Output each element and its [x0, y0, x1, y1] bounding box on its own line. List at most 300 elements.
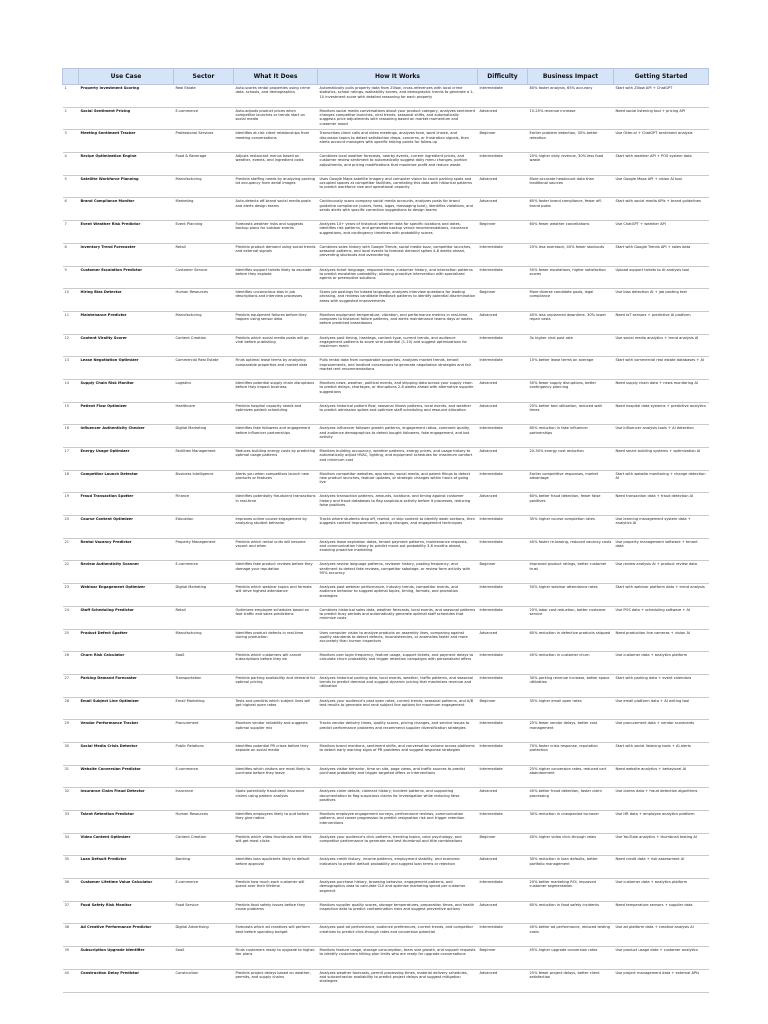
business-impact-cell: Earlier problem detection, 30% better retention	[528, 130, 614, 153]
business-impact-cell: 50% higher webinar attendance rates	[528, 584, 614, 607]
business-impact-cell: More accurate headcount data than traditional sources	[528, 175, 614, 198]
how-it-works-cell: Analyzes purchase history, browsing behavior, engagement patterns, and demographics data to calculate CLV and optimize marketing spend per customer segment	[318, 879, 478, 902]
table-row	[63, 448, 709, 471]
difficulty-cell: Intermediate	[478, 243, 528, 266]
difficulty-cell: Beginner	[478, 947, 528, 970]
getting-started-cell: Use bias detection AI + job posting text	[614, 289, 709, 312]
sector-cell: Content Creation	[174, 833, 234, 856]
sector-cell: Digital Marketing	[174, 425, 234, 448]
getting-started-cell: Need temperature sensors + supplier data	[614, 901, 709, 924]
header-number	[63, 69, 79, 85]
difficulty-cell: Advanced	[478, 175, 528, 198]
getting-started-cell: Use influencer analysis tools + AI detection	[614, 425, 709, 448]
how-it-works-cell: Analyzes lease expiration dates, tenant payment patterns, maintenance requests, and communication history to predict move-out probability 3-6 months ahead, enabling proactive marketing	[318, 538, 478, 561]
how-it-works-cell: Monitors feature usage, storage consumption, team size growth, and support requests to identify customers hitting plan limits who are ready for upgrade conversations	[318, 947, 478, 970]
getting-started-cell: Use learning management system data + analytics AI	[614, 516, 709, 539]
table-header-row	[63, 69, 709, 85]
use-case-cell: Satellite Workforce Planning	[79, 175, 174, 198]
header-how-it-works: How It Works	[318, 69, 478, 85]
how-it-works-cell: Combines sales history with Google Trends, social media buzz, competitor launches, seasonal patterns, and local events to forecast demand spikes 4-8 weeks ahead, preventing stockouts and overordering	[318, 243, 478, 266]
use-case-cell: Brand Compliance Monitor	[79, 198, 174, 221]
use-case-cell: Churn Risk Calculator	[79, 652, 174, 675]
row-number: 28	[63, 697, 79, 720]
what-it-does-cell: Auto-scores rental properties using crime data, schools, and demographics	[234, 85, 318, 108]
sector-cell: Logistics	[174, 379, 234, 402]
business-impact-cell: 15% better lease terms on average	[528, 357, 614, 380]
difficulty-cell: Intermediate	[478, 85, 528, 108]
how-it-works-cell: Monitors user login frequency, feature usage, support tickets, and payment delays to calculate churn probability and trigger retention campaigns with personalized offers	[318, 652, 478, 675]
what-it-does-cell: Auto-adjusts product prices when competitor launches or trends start on social media	[234, 107, 318, 130]
sector-cell: Digital Marketing	[174, 584, 234, 607]
business-impact-cell: 30% reduction in loan defaults, better portfolio management	[528, 856, 614, 879]
sector-cell: Human Resources	[174, 811, 234, 834]
difficulty-cell: Beginner	[478, 833, 528, 856]
what-it-does-cell: Identifies potentially fraudulent transactions in real-time	[234, 493, 318, 516]
sector-cell: E-commerce	[174, 561, 234, 584]
table-row	[63, 289, 709, 312]
sector-cell: Healthcare	[174, 402, 234, 425]
what-it-does-cell: Improves online course engagement by analyzing student behavior	[234, 516, 318, 539]
what-it-does-cell: Predicts parking availability and demand for optimal pricing	[234, 674, 318, 697]
getting-started-cell: Start with website monitoring + change detection AI	[614, 470, 709, 493]
use-case-cell: Review Authenticity Scanner	[79, 561, 174, 584]
sector-cell: Commercial Real Estate	[174, 357, 234, 380]
use-case-cell: Social Sentiment Pricing	[79, 107, 174, 130]
getting-started-cell: Use Google Maps API + vision AI tool	[614, 175, 709, 198]
row-number: 19	[63, 493, 79, 516]
table-row	[63, 107, 709, 130]
difficulty-cell: Advanced	[478, 311, 528, 334]
how-it-works-cell: Uses Google Maps satellite imagery and computer vision to count parking spots and occupied spaces at competitor facilities, correlating this data with historical patterns to predict workforce size and operational capacity	[318, 175, 478, 198]
table-row	[63, 606, 709, 629]
table-row	[63, 924, 709, 947]
use-case-cell: Social Media Crisis Detector	[79, 742, 174, 765]
difficulty-cell: Intermediate	[478, 584, 528, 607]
business-impact-cell: 40% better ad performance, reduced testing costs	[528, 924, 614, 947]
what-it-does-cell: Reduces building energy costs by predicting optimal usage patterns	[234, 448, 318, 471]
use-case-cell: Event Weather Risk Predictor	[79, 221, 174, 244]
what-it-does-cell: Identifies at-risk client relationships from meeting conversations	[234, 130, 318, 153]
row-number: 7	[63, 221, 79, 244]
table-row	[63, 969, 709, 992]
getting-started-cell: Need hospital data systems + predictive analytics	[614, 402, 709, 425]
row-number: 16	[63, 425, 79, 448]
business-impact-cell: Improved product ratings, better customer trust	[528, 561, 614, 584]
how-it-works-cell: Monitors employee engagement surveys, performance reviews, communication patterns, and career progression to predict resignation risk and trigger retention interventions	[318, 811, 478, 834]
difficulty-cell: Intermediate	[478, 742, 528, 765]
header-business-impact: Business Impact	[528, 69, 614, 85]
use-case-cell: Vendor Performance Tracker	[79, 720, 174, 743]
row-number: 4	[63, 153, 79, 176]
use-case-cell: Energy Usage Optimizer	[79, 448, 174, 471]
sector-cell: Marketing	[174, 198, 234, 221]
use-case-cell: Ad Creative Performance Predictor	[79, 924, 174, 947]
what-it-does-cell: Alerts you when competitors launch new products or features	[234, 470, 318, 493]
business-impact-cell: 30% reduction in unexpected turnover	[528, 811, 614, 834]
what-it-does-cell: Predicts how much each customer will spend over their lifetime	[234, 879, 318, 902]
sector-cell: Banking	[174, 856, 234, 879]
table-row	[63, 788, 709, 811]
getting-started-cell: Use procurement data + vendor scorecards	[614, 720, 709, 743]
table-row	[63, 584, 709, 607]
how-it-works-cell: Analyzes your audience's past open rates, current trends, seasonal patterns, and A/B test results to generate and rank subject line options for maximum engagement	[318, 697, 478, 720]
what-it-does-cell: Predicts which rental units will become vacant and when	[234, 538, 318, 561]
getting-started-cell: Need social listening tool + pricing API	[614, 107, 709, 130]
how-it-works-cell: Analyzes claim details, claimant history, incident patterns, and supporting documentation to flag suspicious claims for investigation while reducing false positives	[318, 788, 478, 811]
table-row	[63, 538, 709, 561]
business-impact-cell: 40% less unplanned downtime, 30% lower repair costs	[528, 311, 614, 334]
use-case-cell: Fraud Transaction Spotter	[79, 493, 174, 516]
row-number: 12	[63, 334, 79, 357]
sector-cell: Procurement	[174, 720, 234, 743]
how-it-works-cell: Analyzes influencer follower growth patterns, engagement ratios, comment quality, and audience demographics to detect bought followers, fake engagement, and bot activity	[318, 425, 478, 448]
use-case-cell: Customer Lifetime Value Calculator	[79, 879, 174, 902]
what-it-does-cell: Adjusts restaurant menus based on weather, events, and ingredient costs	[234, 153, 318, 176]
table-row	[63, 357, 709, 380]
sector-cell: Email Marketing	[174, 697, 234, 720]
getting-started-cell: Use YouTube analytics + thumbnail testing AI	[614, 833, 709, 856]
use-case-cell: Hiring Bias Detector	[79, 289, 174, 312]
difficulty-cell: Intermediate	[478, 470, 528, 493]
what-it-does-cell: Finds optimal lease terms by analyzing comparable properties and market data	[234, 357, 318, 380]
business-impact-cell: 25% higher conversion rates, reduced cart abandonment	[528, 765, 614, 788]
use-case-cell: Patient Flow Optimizer	[79, 402, 174, 425]
what-it-does-cell: Predicts project delays based on weather, permits, and supply chains	[234, 969, 318, 992]
business-impact-cell: 25% less overstock, 40% fewer stockouts	[528, 243, 614, 266]
row-number: 37	[63, 901, 79, 924]
sector-cell: Digital Advertising	[174, 924, 234, 947]
what-it-does-cell: Forecasts which ad creatives will perform best before spending budget	[234, 924, 318, 947]
business-impact-cell: 3x higher viral post rate	[528, 334, 614, 357]
difficulty-cell: Beginner	[478, 221, 528, 244]
use-case-cell: Email Subject Line Optimizer	[79, 697, 174, 720]
table-row	[63, 652, 709, 675]
row-number: 15	[63, 402, 79, 425]
difficulty-cell: Advanced	[478, 901, 528, 924]
what-it-does-cell: Predicts which customers will cancel subscriptions before they do	[234, 652, 318, 675]
table-row	[63, 85, 709, 108]
business-impact-cell: 80% reduction in fake influencer partnerships	[528, 425, 614, 448]
difficulty-cell: Advanced	[478, 198, 528, 221]
getting-started-cell: Use ad platform data + creative analysis AI	[614, 924, 709, 947]
difficulty-cell: Intermediate	[478, 425, 528, 448]
business-impact-cell: 40% reduction in customer churn	[528, 652, 614, 675]
getting-started-cell: Use project management data + external APIs	[614, 969, 709, 992]
table-row	[63, 947, 709, 970]
difficulty-cell: Advanced	[478, 402, 528, 425]
getting-started-cell: Use Otter.ai + ChatGPT sentiment analysis	[614, 130, 709, 153]
difficulty-cell: Beginner	[478, 561, 528, 584]
table-row	[63, 130, 709, 153]
how-it-works-cell: Monitors news, weather, political events, and shipping data across your supply chain to predict delays, shortages, or disruptions 2-6 weeks ahead with alternative supplier suggestions	[318, 379, 478, 402]
business-impact-cell: 25% fewer vendor delays, better cost management	[528, 720, 614, 743]
sector-cell: Retail	[174, 606, 234, 629]
difficulty-cell: Advanced	[478, 856, 528, 879]
sector-cell: Finance	[174, 493, 234, 516]
header-use-case: Use Case	[79, 69, 174, 85]
getting-started-cell: Use customer data + analytics platform	[614, 652, 709, 675]
table-row	[63, 901, 709, 924]
row-number: 10	[63, 289, 79, 312]
how-it-works-cell: Analyzes post timing, hashtags, content type, current trends, and audience engagement patterns to score viral potential (1-10) and suggest optimizations for maximum reach	[318, 334, 478, 357]
what-it-does-cell: Identifies loan applicants likely to default before approval	[234, 856, 318, 879]
business-impact-cell: 60% reduction in food safety incidents	[528, 901, 614, 924]
getting-started-cell: Use claims data + fraud detection algorithms	[614, 788, 709, 811]
getting-started-cell: Start with parking data + event calendars	[614, 674, 709, 697]
business-impact-cell: 50% fewer escalations, higher satisfaction scores	[528, 266, 614, 289]
getting-started-cell: Need production line cameras + vision AI	[614, 629, 709, 652]
sector-cell: Property Management	[174, 538, 234, 561]
business-impact-cell: 15-25% revenue increase	[528, 107, 614, 130]
how-it-works-cell: Scans job postings for biased language, analyzes interview questions for leading phrasing, and reviews candidate feedback patterns to identify potential discrimination areas with suggested improvements	[318, 289, 478, 312]
getting-started-cell: Start with webinar platform data + trend analysis	[614, 584, 709, 607]
business-impact-cell: 40% faster re-leasing, reduced vacancy costs	[528, 538, 614, 561]
business-impact-cell: 20% labor cost reduction, better customer service	[528, 606, 614, 629]
table-row	[63, 175, 709, 198]
difficulty-cell: Intermediate	[478, 266, 528, 289]
difficulty-cell: Advanced	[478, 448, 528, 471]
sector-cell: Business Intelligence	[174, 470, 234, 493]
how-it-works-cell: Monitors brand mentions, sentiment shifts, and conversation volume across platforms to detect early warning signs of PR problems and suggest response strategies	[318, 742, 478, 765]
getting-started-cell: Use product usage data + customer analytics	[614, 947, 709, 970]
row-number: 20	[63, 516, 79, 539]
table-row	[63, 311, 709, 334]
what-it-does-cell: Spots potentially fraudulent insurance claims using pattern analysis	[234, 788, 318, 811]
business-impact-cell: 20% higher daily revenue, 30% less food waste	[528, 153, 614, 176]
difficulty-cell: Beginner	[478, 289, 528, 312]
row-number: 29	[63, 720, 79, 743]
getting-started-cell: Use customer data + analytics platform	[614, 879, 709, 902]
difficulty-cell: Intermediate	[478, 674, 528, 697]
what-it-does-cell: Predicts food safety issues before they cause problems	[234, 901, 318, 924]
business-impact-cell: 45% higher upgrade conversion rates	[528, 947, 614, 970]
how-it-works-cell: Monitors building occupancy, weather patterns, energy prices, and usage history to automatically adjust HVAC, lighting, and equipment schedules for maximum comfort and minimum cost	[318, 448, 478, 471]
header-getting-started: Getting Started	[614, 69, 709, 85]
use-case-cell: Content Virality Scorer	[79, 334, 174, 357]
difficulty-cell: Intermediate	[478, 879, 528, 902]
table-row	[63, 720, 709, 743]
row-number: 32	[63, 788, 79, 811]
getting-started-cell: Need IoT sensors + predictive AI platform	[614, 311, 709, 334]
row-number: 25	[63, 629, 79, 652]
use-case-cell: Food Safety Risk Monitor	[79, 901, 174, 924]
what-it-does-cell: Identifies unconscious bias in job descriptions and interview processes	[234, 289, 318, 312]
row-number: 18	[63, 470, 79, 493]
row-number: 3	[63, 130, 79, 153]
how-it-works-cell: Analyzes visitor behavior, time on site, page views, and traffic sources to predict purchase probability and trigger targeted offers or interventions	[318, 765, 478, 788]
use-case-cell: Recipe Optimization Engine	[79, 153, 174, 176]
difficulty-cell: Intermediate	[478, 606, 528, 629]
sector-cell: Public Relations	[174, 742, 234, 765]
header-difficulty: Difficulty	[478, 69, 528, 85]
sector-cell: Education	[174, 516, 234, 539]
sector-cell: Manufacturing	[174, 629, 234, 652]
what-it-does-cell: Predicts equipment failures before they happen using sensor data	[234, 311, 318, 334]
difficulty-cell: Advanced	[478, 788, 528, 811]
getting-started-cell: Start with social media APIs + brand guidelines	[614, 198, 709, 221]
getting-started-cell: Start with commercial real estate databases + AI	[614, 357, 709, 380]
table-row	[63, 856, 709, 879]
use-case-cell: Parking Demand Forecaster	[79, 674, 174, 697]
row-number: 22	[63, 561, 79, 584]
sector-cell: E-commerce	[174, 879, 234, 902]
table-row	[63, 516, 709, 539]
row-number: 34	[63, 833, 79, 856]
sector-cell: Event Planning	[174, 221, 234, 244]
how-it-works-cell: Analyzes review language patterns, reviewer history, posting frequency, and sentiment to detect fake reviews, competitor sabotage, or review farm activity with 95% accuracy	[318, 561, 478, 584]
sector-cell: Food & Beverage	[174, 153, 234, 176]
what-it-does-cell: Tests and predicts which subject lines will get highest open rates	[234, 697, 318, 720]
table-row	[63, 879, 709, 902]
sector-cell: Facilities Management	[174, 448, 234, 471]
row-number: 17	[63, 448, 79, 471]
difficulty-cell: Intermediate	[478, 334, 528, 357]
difficulty-cell: Intermediate	[478, 538, 528, 561]
getting-started-cell: Start with Zillow API + ChatGPT	[614, 85, 709, 108]
use-case-cell: Property Investment Scoring	[79, 85, 174, 108]
getting-started-cell: Need supply chain data + news monitoring AI	[614, 379, 709, 402]
table-row	[63, 742, 709, 765]
business-impact-cell: 50% fewer supply disruptions, better contingency planning	[528, 379, 614, 402]
use-case-cell: Course Content Optimizer	[79, 516, 174, 539]
what-it-does-cell: Identifies which visitors are most likely to purchase before they leave	[234, 765, 318, 788]
difficulty-cell: Intermediate	[478, 652, 528, 675]
use-case-cell: Supply Chain Risk Monitor	[79, 379, 174, 402]
what-it-does-cell: Identifies fake followers and engagement before influencer partnerships	[234, 425, 318, 448]
table-row	[63, 243, 709, 266]
getting-started-cell: Need website analytics + behavioral AI	[614, 765, 709, 788]
business-impact-cell: 20-30% energy cost reduction	[528, 448, 614, 471]
row-number: 1	[63, 85, 79, 108]
getting-started-cell: Need smart building systems + optimization AI	[614, 448, 709, 471]
sector-cell: Customer Service	[174, 266, 234, 289]
difficulty-cell: Intermediate	[478, 811, 528, 834]
getting-started-cell: Use POS data + scheduling software + AI	[614, 606, 709, 629]
business-impact-cell: More diverse candidate pools, legal compliance	[528, 289, 614, 312]
sector-cell: Transportation	[174, 674, 234, 697]
row-number: 30	[63, 742, 79, 765]
how-it-works-cell: Monitors competitor websites, app stores, social media, and patent filings to detect new product launches, feature updates, or strategic changes within hours of going live	[318, 470, 478, 493]
table-row	[63, 674, 709, 697]
how-it-works-cell: Analyzes historical patient flow, seasonal illness patterns, local events, and weather to predict admission spikes and optimize staff scheduling and resource allocation	[318, 402, 478, 425]
use-case-cell: Webinar Engagement Optimizer	[79, 584, 174, 607]
sector-cell: Insurance	[174, 788, 234, 811]
how-it-works-cell: Automatically pulls property data from Zillow, cross-references with local crime statistics, school ratings, walkability scores, and demographic trends to generate a 1-10 investment score with detailed reasoning for each property	[318, 85, 478, 108]
what-it-does-cell: Identifies product defects in real-time during production	[234, 629, 318, 652]
table-row	[63, 379, 709, 402]
what-it-does-cell: Auto-detects off-brand social media posts and alerts design teams	[234, 198, 318, 221]
row-number: 27	[63, 674, 79, 697]
table-row	[63, 470, 709, 493]
how-it-works-cell: Analyzes past webinar performance, industry trends, competitor events, and audience behavior to suggest optimal topics, timing, formats, and promotion strategies	[318, 584, 478, 607]
row-number: 38	[63, 924, 79, 947]
how-it-works-cell: Analyzes past ad performance, audience preferences, current trends, and competitor creatives to predict click-through rates and conversion potential	[318, 924, 478, 947]
how-it-works-cell: Analyzes transaction patterns, amounts, locations, and timing against customer history and fraud databases to flag suspicious activity before it processes, reducing false positives	[318, 493, 478, 516]
sector-cell: Manufacturing	[174, 311, 234, 334]
sector-cell: Retail	[174, 243, 234, 266]
how-it-works-cell: Transcribes client calls and video meetings, analyzes tone, word choice, and discussion topics to detect satisfaction drops, concerns, or frustration signals, then alerts account managers with specific talking points for follow-up	[318, 130, 478, 153]
table-row	[63, 153, 709, 176]
sector-cell: E-commerce	[174, 765, 234, 788]
how-it-works-cell: Pulls rental data from comparable properties, analyzes market trends, tenant improvements, and landlord concessions to generate negotiation strategies and fair market rent recommendations	[318, 357, 478, 380]
use-case-cell: Construction Delay Predictor	[79, 969, 174, 992]
business-impact-cell: 20% better marketing ROI, improved customer segmentation	[528, 879, 614, 902]
what-it-does-cell: Identifies fake product reviews before they damage your reputation	[234, 561, 318, 584]
sector-cell: Content Creation	[174, 334, 234, 357]
use-case-cell: Website Conversion Predictor	[79, 765, 174, 788]
business-impact-cell: 25% fewer project delays, better client satisfaction	[528, 969, 614, 992]
how-it-works-cell: Analyzes 10+ years of historical weather data for specific locations and dates, identifies risk patterns, and generates backup venue recommendations, insurance suggestions, and contingency timelines with probability scores	[318, 221, 478, 244]
how-it-works-cell: Tracks vendor delivery times, quality scores, pricing changes, and service issues to predict performance problems and recommend supplier diversification strategies	[318, 720, 478, 743]
how-it-works-cell: Analyzes credit history, income patterns, employment stability, and economic indicators to predict default probability and suggest loan terms or rejection	[318, 856, 478, 879]
sector-cell: Human Resources	[174, 289, 234, 312]
business-impact-cell: 60% fewer weather cancellations	[528, 221, 614, 244]
row-number: 39	[63, 947, 79, 970]
what-it-does-cell: Finds customers ready to upgrade to higher-tier plans	[234, 947, 318, 970]
row-number: 8	[63, 243, 79, 266]
table-row	[63, 425, 709, 448]
what-it-does-cell: Forecasts weather risks and suggests backup plans for outdoor events	[234, 221, 318, 244]
row-number: 13	[63, 357, 79, 380]
how-it-works-cell: Combines local weather forecasts, nearby events, current ingredient prices, and customer review sentiment to automatically suggest daily menu changes, portion adjustments, and pricing modifications that maximize profit and reduce waste	[318, 153, 478, 176]
how-it-works-cell: Tracks where students drop off, rewind, or skip content to identify weak sections, then suggests content improvements, pacing changes, and engagement techniques	[318, 516, 478, 539]
row-number: 9	[63, 266, 79, 289]
row-number: 14	[63, 379, 79, 402]
use-case-cell: Lease Negotiation Optimizer	[79, 357, 174, 380]
getting-started-cell: Start with Google Trends API + sales data	[614, 243, 709, 266]
difficulty-cell: Intermediate	[478, 357, 528, 380]
business-impact-cell: 40% higher video click-through rates	[528, 833, 614, 856]
use-case-cell: Loan Default Predictor	[79, 856, 174, 879]
use-case-cell: Influencer Authenticity Checker	[79, 425, 174, 448]
row-number: 33	[63, 811, 79, 834]
sector-cell: SaaS	[174, 947, 234, 970]
difficulty-cell: Advanced	[478, 969, 528, 992]
business-impact-cell: 35% higher course completion rates	[528, 516, 614, 539]
sector-cell: Construction	[174, 969, 234, 992]
sector-cell: Food Service	[174, 901, 234, 924]
how-it-works-cell: Analyzes ticket language, response times, customer history, and interaction patterns to predict escalation probability, allowing proactive intervention with specialized agents or preemptive solutions	[318, 266, 478, 289]
row-number: 40	[63, 969, 79, 992]
row-number: 24	[63, 606, 79, 629]
business-impact-cell: 60% reduction in defective products shipped	[528, 629, 614, 652]
sector-cell: Professional Services	[174, 130, 234, 153]
use-case-cell: Rental Vacancy Predictor	[79, 538, 174, 561]
use-case-cell: Maintenance Predictor	[79, 311, 174, 334]
difficulty-cell: Advanced	[478, 379, 528, 402]
how-it-works-cell: Uses computer vision to analyze products on assembly lines, comparing against quality standards to detect defects, inconsistencies, or anomalies faster and more accurately than human inspectors	[318, 629, 478, 652]
row-number: 23	[63, 584, 79, 607]
getting-started-cell: Start with weather API + POS system data	[614, 153, 709, 176]
what-it-does-cell: Predicts staffing needs by analyzing parking lot occupancy from aerial images	[234, 175, 318, 198]
row-number: 5	[63, 175, 79, 198]
difficulty-cell: Intermediate	[478, 516, 528, 539]
getting-started-cell: Need credit data + risk assessment AI	[614, 856, 709, 879]
table-body	[63, 85, 709, 993]
what-it-does-cell: Identifies employees likely to quit before they give notice	[234, 811, 318, 834]
table-row	[63, 561, 709, 584]
difficulty-cell: Intermediate	[478, 765, 528, 788]
use-case-cell: Staff Scheduling Predictor	[79, 606, 174, 629]
getting-started-cell: Use ChatGPT + weather API	[614, 221, 709, 244]
use-case-cell: Competitor Launch Detector	[79, 470, 174, 493]
how-it-works-cell: Analyzes historical parking data, local events, weather, traffic patterns, and seasonal trends to predict demand and suggest dynamic pricing that maximizes revenue and utilization	[318, 674, 478, 697]
business-impact-cell: 60% better fraud detection, fewer false positives	[528, 493, 614, 516]
difficulty-cell: Advanced	[478, 629, 528, 652]
getting-started-cell: Use social media analytics + trend analysis AI	[614, 334, 709, 357]
table-row	[63, 266, 709, 289]
table-row	[63, 334, 709, 357]
